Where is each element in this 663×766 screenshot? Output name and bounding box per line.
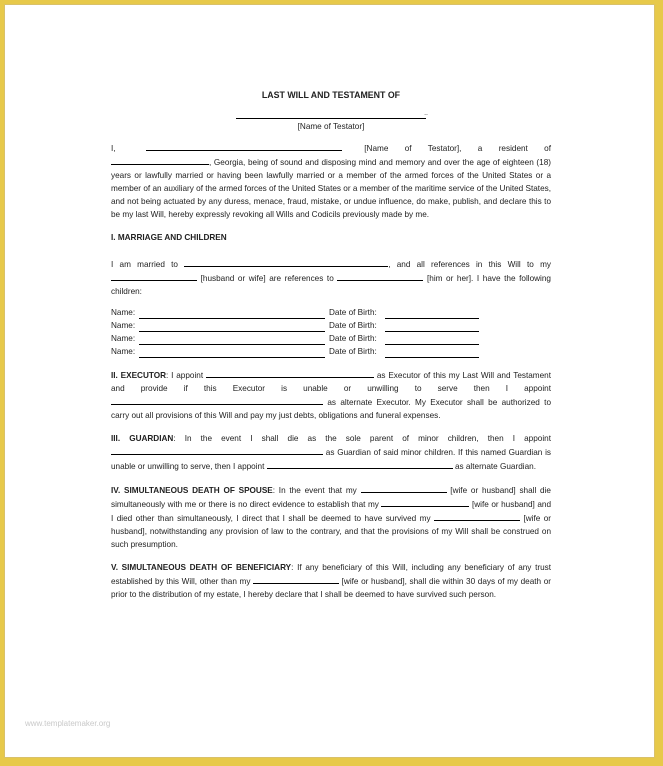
spouse-death-paragraph: IV. SIMULTANEOUS DEATH OF SPOUSE: In the event that my [wife or husband] shall die simultaneously with me or there is no direct evidence to establish that my [wife or husband] and I died other than simultaneously, I direct that I shall be deemed to have survived my [wife or husband], notwithstanding any provision of law to the contrary, and that the provisions of my Will shall be construed on such presumption. bbox=[111, 483, 551, 551]
title-mark: .. bbox=[424, 110, 428, 117]
document-page bbox=[4, 4, 655, 758]
guardian-paragraph: III. GUARDIAN: In the event I shall die as the sole parent of minor children, then I appoint as Guardian of said minor children. If this named Guardian is unable or unwilling to serve, then I appoint as alternate Guardian. bbox=[111, 434, 552, 471]
child-dob-blank bbox=[385, 348, 479, 358]
child-row: Name: Date of Birth: bbox=[111, 345, 551, 358]
document-body bbox=[111, 89, 551, 611]
watermark: www.templatemaker.org bbox=[25, 719, 111, 728]
testator-name-label: [Name of Testator] bbox=[297, 122, 365, 131]
section-2-heading: II. EXECUTOR bbox=[111, 371, 167, 380]
children-list bbox=[111, 306, 551, 358]
executor-paragraph: II. EXECUTOR: I appoint as Executor of this my Last Will and Testament and provide if this Executor is unable or unwilling to serve then I appoint as alternate Executor. My Executor shall be authorized to carry out all provisions of this Will and pay my just debts, obligations and funeral expenses. bbox=[111, 368, 551, 422]
child-dob-blank bbox=[385, 322, 479, 332]
county-blank bbox=[111, 155, 209, 165]
alternate-guardian-blank bbox=[267, 459, 453, 469]
spouse-blank-2 bbox=[381, 497, 469, 507]
spouse-blank-1 bbox=[361, 483, 447, 493]
beneficiary-spouse-blank bbox=[253, 574, 339, 584]
section-4-heading: IV. SIMULTANEOUS DEATH OF SPOUSE bbox=[111, 486, 273, 495]
spouse-blank-3 bbox=[434, 511, 520, 521]
child-name-blank bbox=[139, 309, 325, 319]
guardian-blank bbox=[111, 445, 323, 455]
testator-name-blank bbox=[146, 141, 342, 151]
section-5-heading: V. SIMULTANEOUS DEATH OF BENEFICIARY bbox=[111, 563, 292, 572]
executor-blank bbox=[206, 368, 374, 378]
alternate-executor-blank bbox=[111, 395, 323, 405]
section-3-heading: III. GUARDIAN bbox=[111, 434, 174, 443]
child-name-blank bbox=[139, 322, 325, 332]
marriage-paragraph: I am married to , and all references in this Will to my [husband or wife] are references to [him or her]. I have the following children: bbox=[111, 257, 551, 298]
child-dob-blank bbox=[385, 335, 479, 345]
child-dob-blank bbox=[385, 309, 479, 319]
intro-paragraph: I, [Name of Testator], a resident of , Georgia, being of sound and disposing mind and memory and over the age of eighteen (18) years or lawfully married or having been lawfully married or a member of the armed forces of the United States or a member of an auxiliary of the armed forces of the United States or a member of the maritime service of the United States, and not being actuated by any duress, menace, fraud, mistake, or undue influence, do make, publish, and declare this to be my last Will, hereby expressly revoking all Wills and Codicils previously made by me. bbox=[111, 141, 551, 221]
spouse-name-blank bbox=[184, 257, 388, 267]
child-row: Name: Date of Birth: bbox=[111, 319, 551, 332]
child-name-blank bbox=[139, 348, 325, 358]
document-title: LAST WILL AND TESTAMENT OF bbox=[261, 90, 401, 100]
child-row: Name: Date of Birth: bbox=[111, 332, 551, 345]
child-row: Name: Date of Birth: bbox=[111, 306, 551, 319]
beneficiary-death-paragraph: V. SIMULTANEOUS DEATH OF BENEFICIARY: If any beneficiary of this Will, including any beneficiary of any trust established by this Will, other than my [wife or husband], shall die within 30 days of my death or prior to the distribution of my estate, I hereby declare that I shall be deemed to have survived such person. bbox=[111, 563, 551, 599]
testator-name-line bbox=[236, 110, 426, 119]
spouse-reference-blank bbox=[337, 271, 423, 281]
section-1-heading: I. MARRIAGE AND CHILDREN bbox=[111, 233, 227, 242]
child-name-blank bbox=[139, 335, 325, 345]
spouse-role-blank bbox=[111, 271, 197, 281]
